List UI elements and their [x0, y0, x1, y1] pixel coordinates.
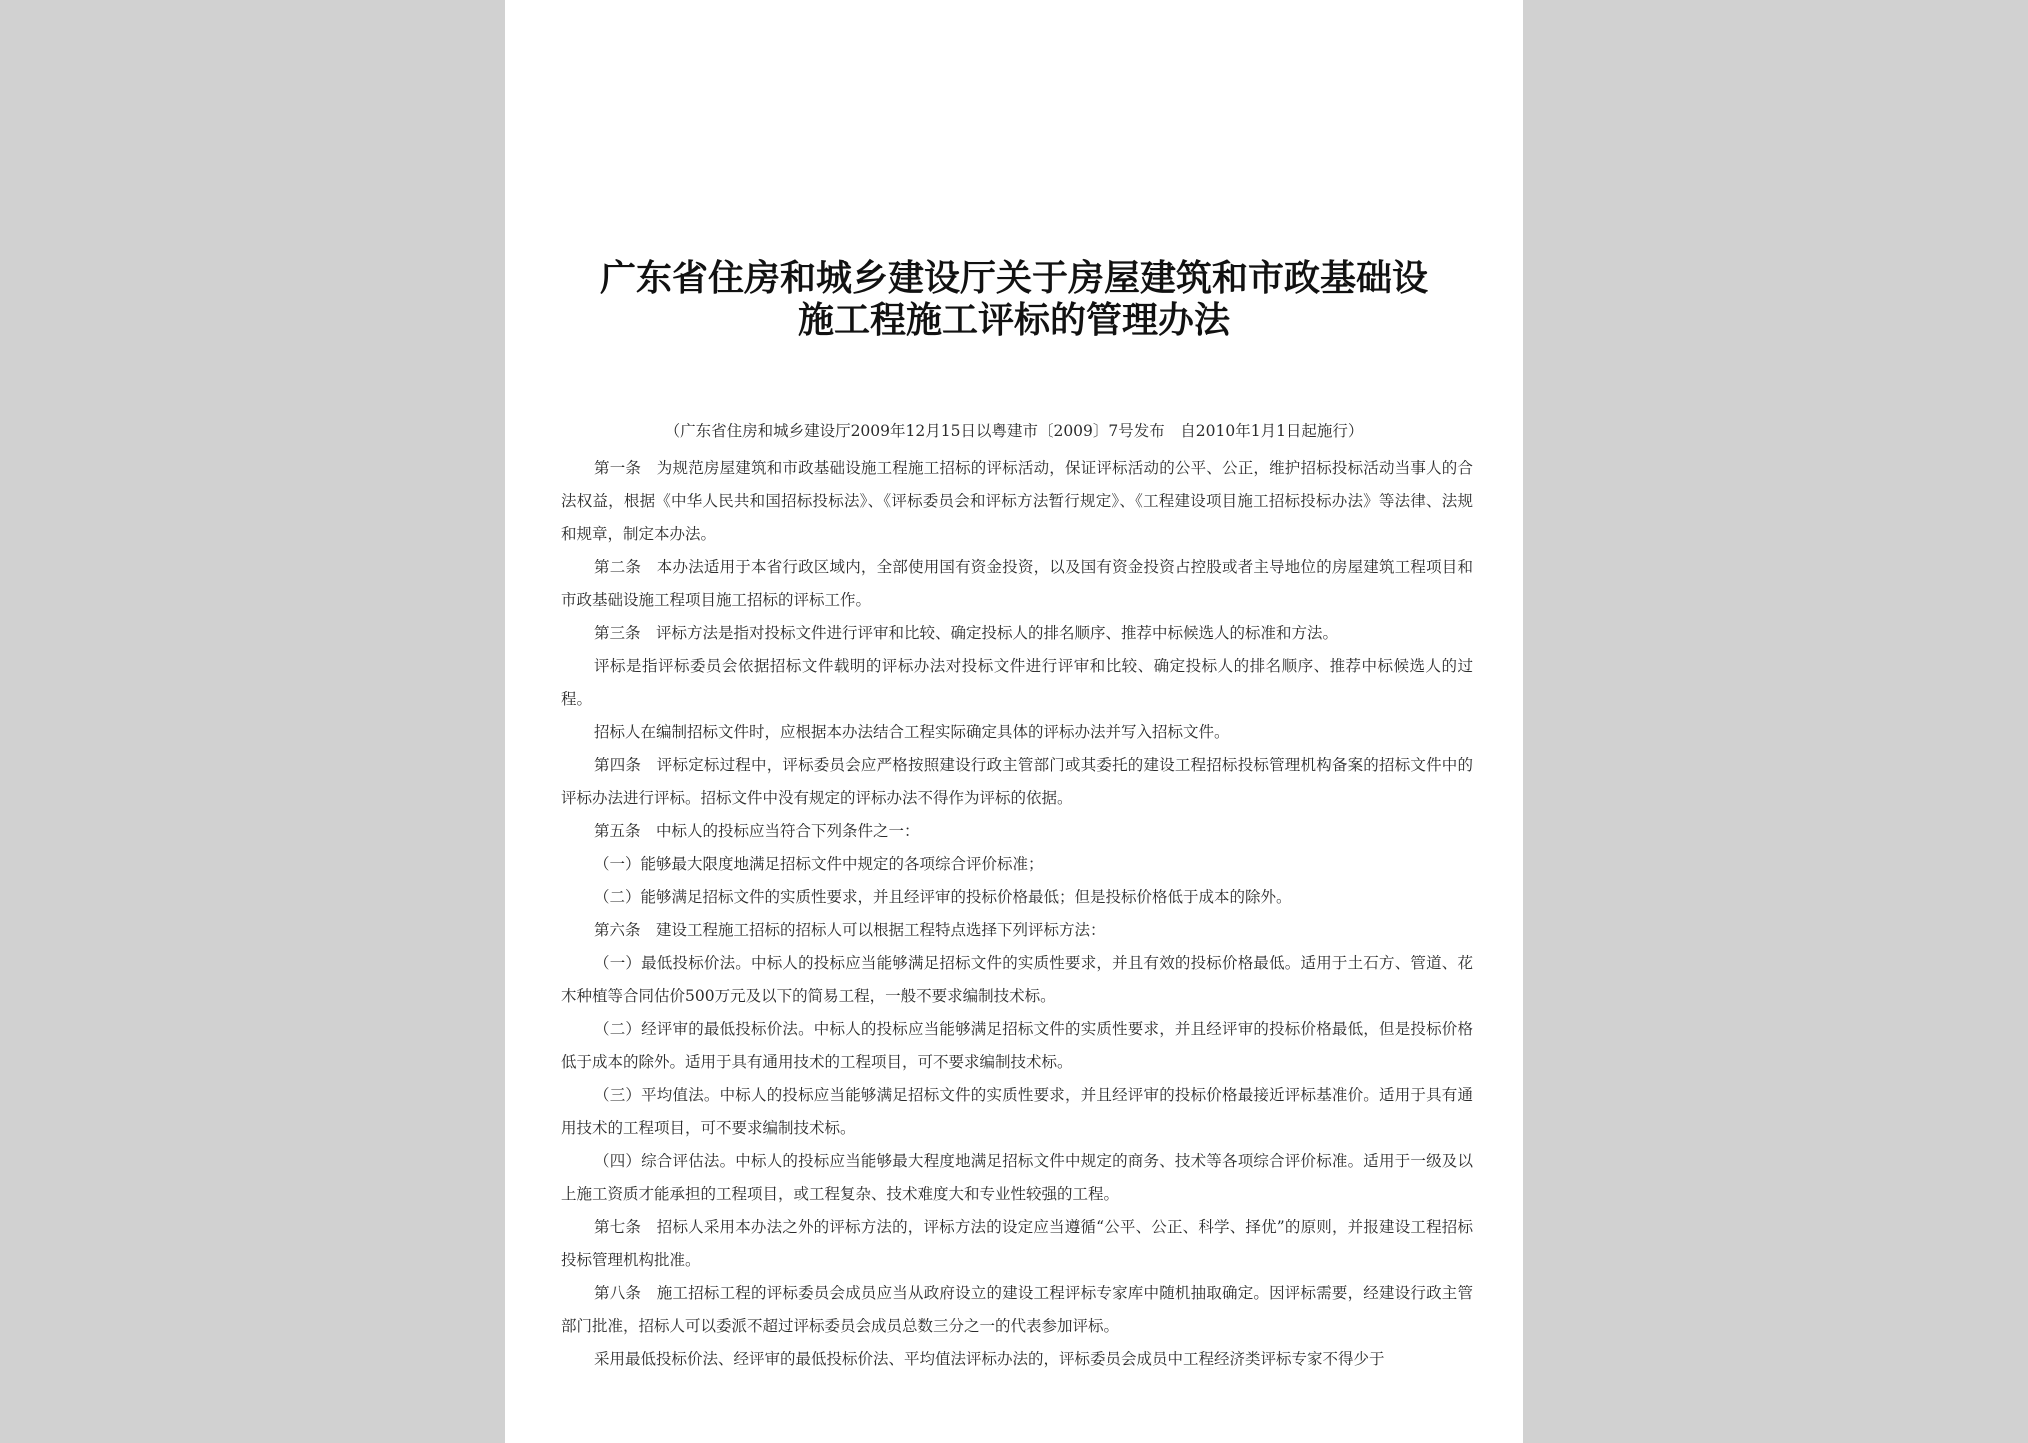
document-title-line-2: 施工程施工评标的管理办法 [797, 300, 1230, 341]
paragraph-tender-docs: 招标人在编制招标文件时，应根据本办法结合工程实际确定具体的评标办法并写入招标文件。 [594, 723, 1230, 741]
paragraph-article-3: 第三条 评标方法是指对投标文件进行评审和比较、确定投标人的排名顺序、推荐中标候选人的标准和方法。 [594, 624, 1339, 642]
paragraph-article-5: 第五条 中标人的投标应当符合下列条件之一： [594, 822, 920, 840]
paragraph-article-6-item-1: （一）最低投标价法。中标人的投标应当能够满足招标文件的实质性要求，并且有效的投标价格最低。适用于土石方、管道、花木种植等合同估价500万元及以下的简易工程，一般不要求编制技术标。 [561, 954, 1473, 1005]
document-page [505, 0, 1523, 1443]
document-subtitle: （广东省住房和城乡建设厅2009年12月15日以粤建市〔2009〕7号发布 自2010年1月1日起施行） [664, 422, 1364, 440]
paragraph-article-4: 第四条 评标定标过程中，评标委员会应严格按照建设行政主管部门或其委托的建设工程招标投标管理机构备案的招标文件中的评标办法进行评标。招标文件中没有规定的评标办法不得作为评标的依据。 [561, 756, 1473, 807]
paragraph-article-2: 第二条 本办法适用于本省行政区域内，全部使用国有资金投资，以及国有资金投资占控股或者主导地位的房屋建筑工程项目和市政基础设施工程项目施工招标的评标工作。 [561, 558, 1473, 609]
paragraph-article-6: 第六条 建设工程施工招标的招标人可以根据工程特点选择下列评标方法： [594, 921, 1106, 939]
paragraph-article-6-item-2: （二）经评审的最低投标价法。中标人的投标应当能够满足招标文件的实质性要求，并且经评审的投标价格最低，但是投标价格低于成本的除外。适用于具有通用技术的工程项目，可不要求编制技术标。 [561, 1020, 1473, 1071]
paragraph-article-7: 第七条 招标人采用本办法之外的评标方法的，评标方法的设定应当遵循“公平、公正、科学、择优”的原则，并报建设工程招标投标管理机构批准。 [561, 1218, 1473, 1269]
paragraph-article-1: 第一条 为规范房屋建筑和市政基础设施工程施工招标的评标活动，保证评标活动的公平、公正，维护招标投标活动当事人的合法权益，根据《中华人民共和国招标投标法》、《评标委员会和评标方法暂行规定》、《工程建设项目施工招标投标办法》等法律、法规和规章，制定本办法。 [561, 459, 1473, 543]
paragraph-article-8-cont: 采用最低投标价法、经评审的最低投标价法、平均值法评标办法的，评标委员会成员中工程经济类评标专家不得少于 [594, 1350, 1385, 1368]
paragraph-article-8: 第八条 施工招标工程的评标委员会成员应当从政府设立的建设工程评标专家库中随机抽取确定。因评标需要，经建设行政主管部门批准，招标人可以委派不超过评标委员会成员总数三分之一的代表参加评标。 [561, 1284, 1473, 1335]
document-title [505, 258, 1523, 342]
document-body [561, 452, 1473, 1376]
document-title-line-1: 广东省住房和城乡建设厅关于房屋建筑和市政基础设 [599, 258, 1428, 299]
paragraph-definition: 评标是指评标委员会依据招标文件载明的评标办法对投标文件进行评审和比较、确定投标人的排名顺序、推荐中标候选人的过程。 [561, 657, 1473, 708]
paragraph-article-6-item-4: （四）综合评估法。中标人的投标应当能够最大程度地满足招标文件中规定的商务、技术等各项综合评价标准。适用于一级及以上施工资质才能承担的工程项目，或工程复杂、技术难度大和专业性较强的工程。 [561, 1152, 1473, 1203]
paragraph-article-5-item-2: （二）能够满足招标文件的实质性要求，并且经评审的投标价格最低；但是投标价格低于成本的除外。 [594, 888, 1292, 906]
paragraph-article-6-item-3: （三）平均值法。中标人的投标应当能够满足招标文件的实质性要求，并且经评审的投标价格最接近评标基准价。适用于具有通用技术的工程项目，可不要求编制技术标。 [561, 1086, 1473, 1137]
paragraph-article-5-item-1: （一）能够最大限度地满足招标文件中规定的各项综合评价标准； [594, 855, 1044, 873]
